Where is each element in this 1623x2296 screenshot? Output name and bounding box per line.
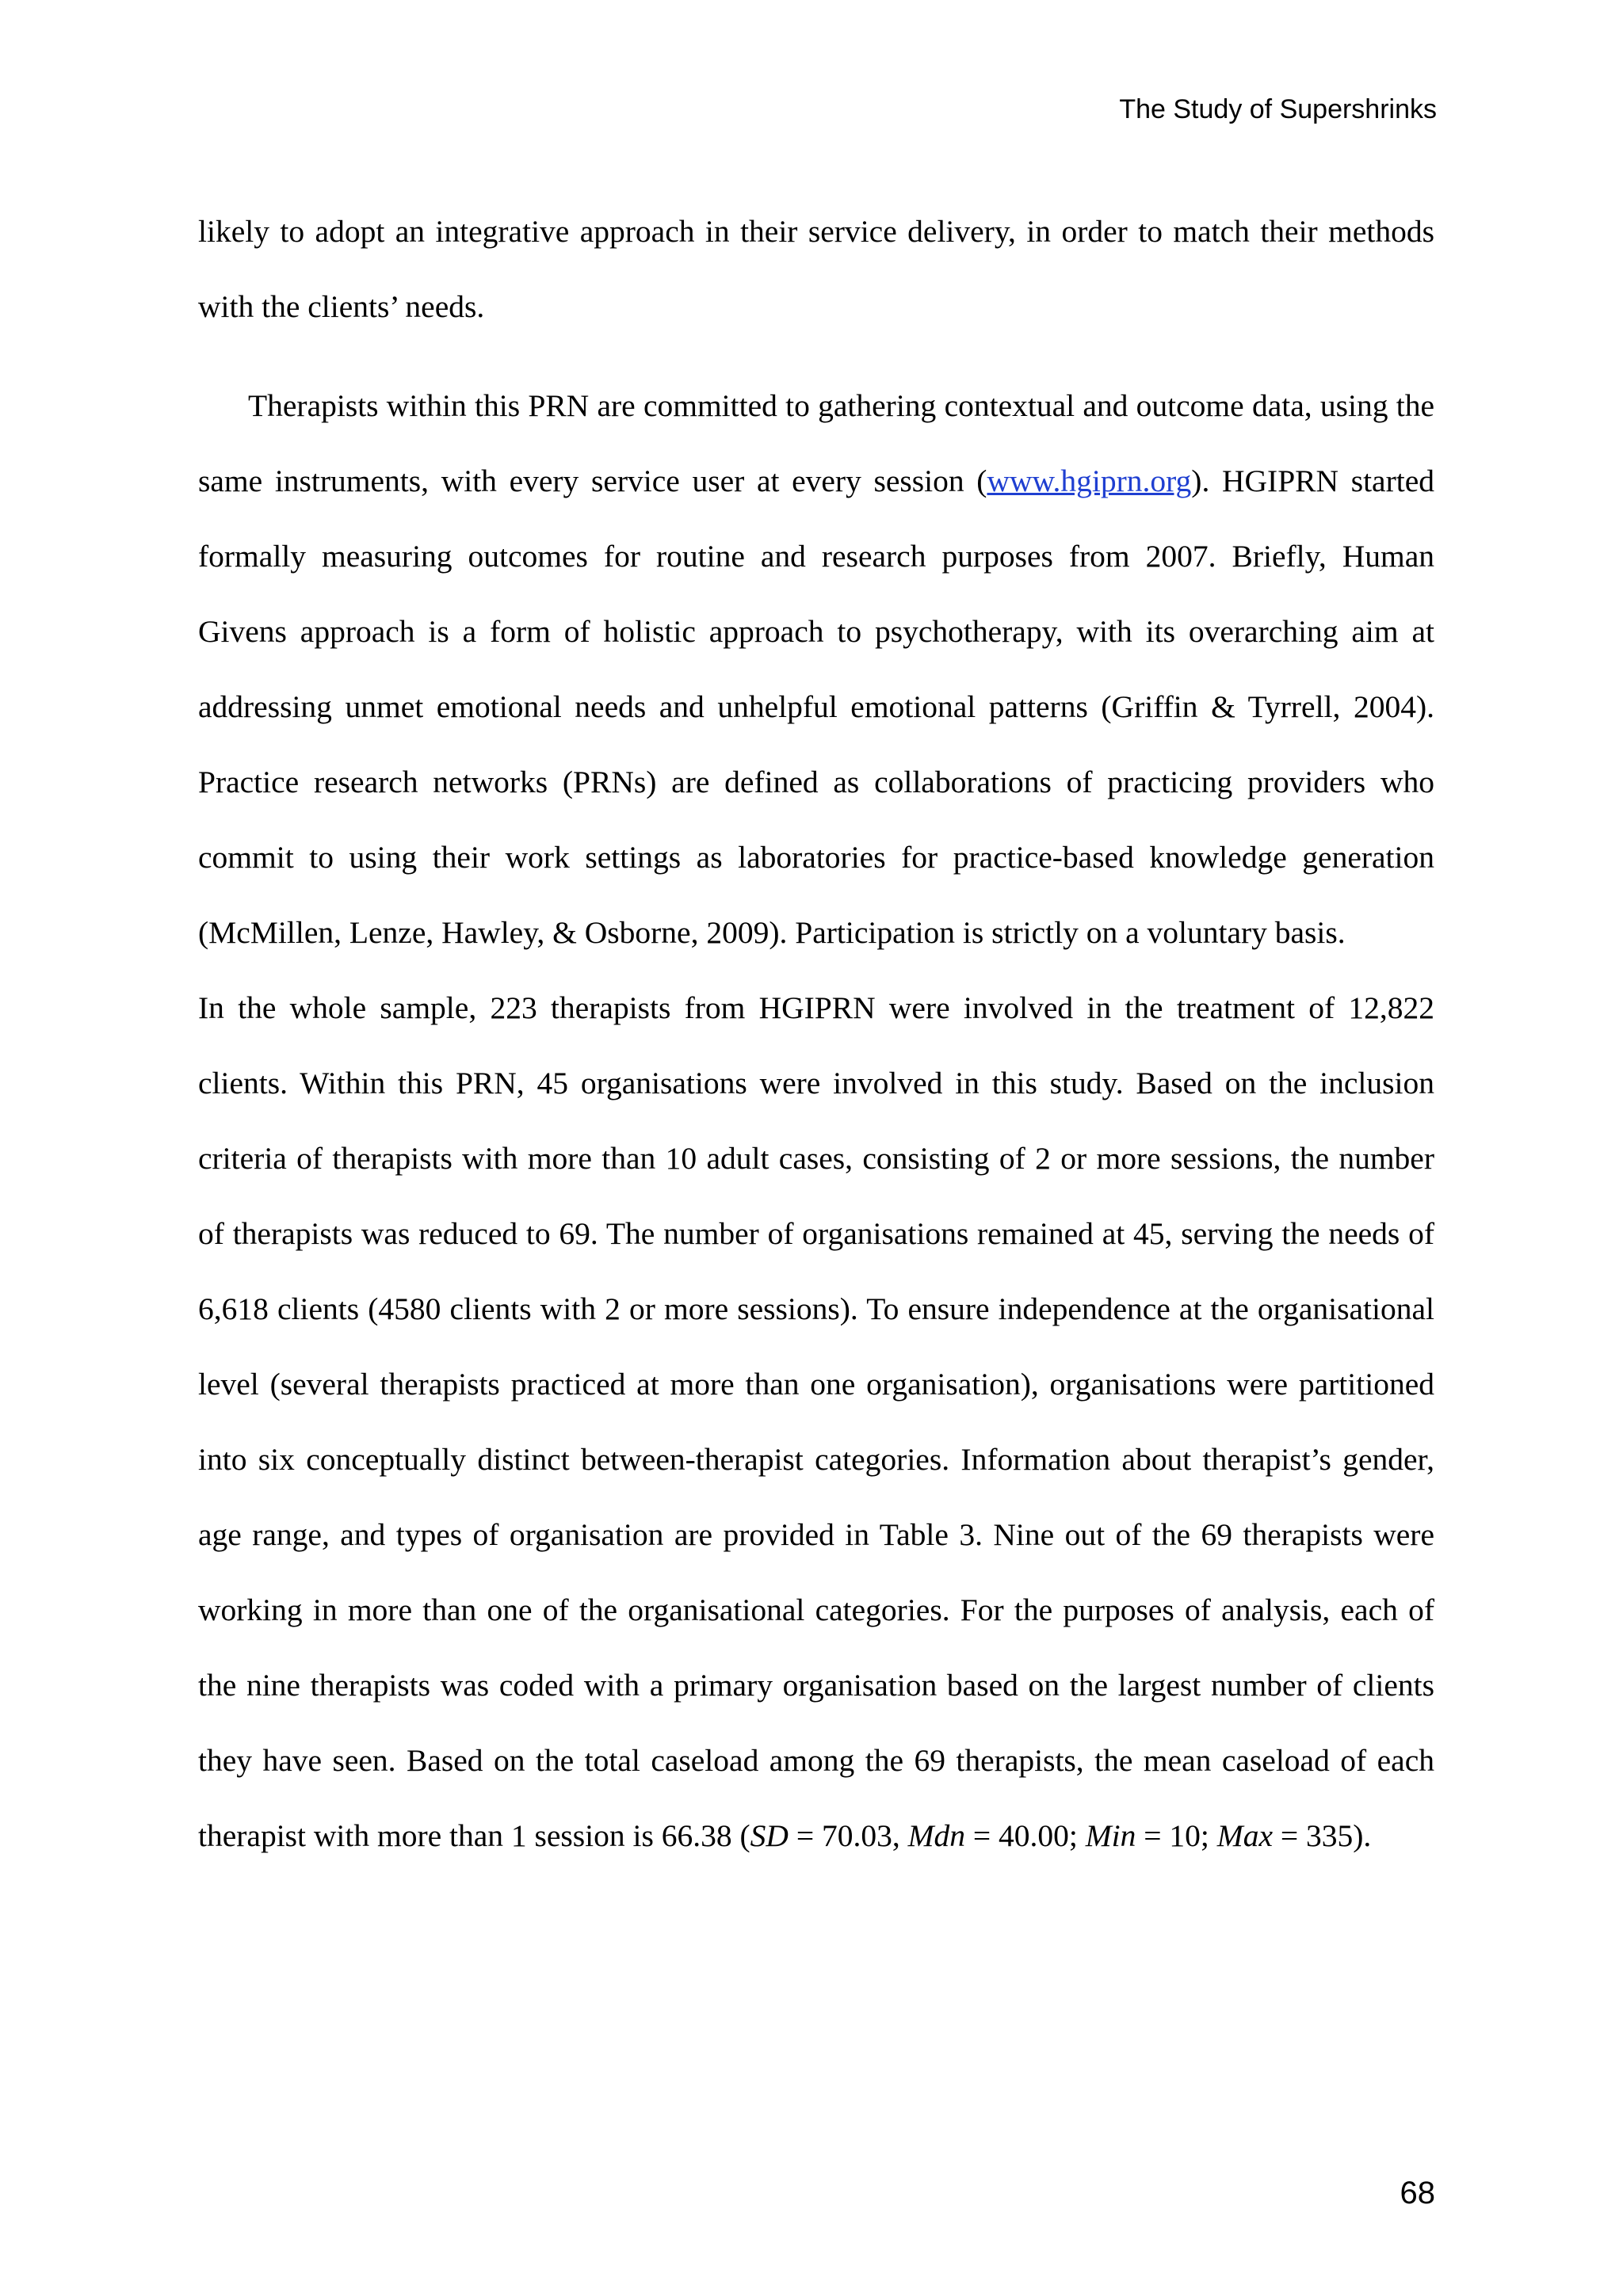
hgiprn-link[interactable]: www.hgiprn.org [987,463,1192,498]
paragraph-text: In the whole sample, 223 therapists from HGIPRN were involved in the treatment of 12,822 clients. Within this PRN, 45 organisations were involved in this study. Based on the inclusion criteria of therapists with more than 10 adult cases, consisting of 2 or more sessions, the number of therapists was reduced to 69. The number of organisations remained at 45, serving the needs of 6,618 clients (4580 clients with 2 or more sessions). To ensure independence at the organisational level (several therapists practiced at more than one organisation), organisations were partitioned into six conceptually distinct between-therapist categories. Information about therapist’s gender, age range, and types of organisation are provided in Table 3. Nine out of the 69 therapists were working in more than one of the organisational categories. For the purposes of analysis, each of the nine therapists was coded with a primary organisation based on the largest number of clients they have seen. Based on the total caseload among the 69 therapists, the mean caseload of each therapist with more than 1 session is 66.38 ( [198,990,1434,1853]
stat-label-min: Min [1085,1818,1136,1853]
stat-label-sd: SD [750,1818,789,1853]
running-header: The Study of Supershrinks [1119,94,1437,124]
page-number: 68 [1400,2176,1435,2210]
paragraph-hgiprn [198,368,1434,971]
paragraph-sample [198,971,1434,1874]
paragraph-text: ). HGIPRN started formally measuring outcomes for routine and research purposes from 2007. Briefly, Human Givens approach is a form of holistic approach to psychotherapy, with its overarching aim at addressing unmet emotional needs and unhelpful emotional patterns (Griffin & Tyrrell, 2004). Practice research networks (PRNs) are defined as collaborations of practicing providers who commit to using their work settings as laboratories for practice-based knowledge generation (McMillen, Lenze, Hawley, & Osborne, 2009). Participation is strictly on a voluntary basis. [198,463,1434,950]
stat-value-min: = 10; [1136,1818,1217,1853]
stat-value-max: = 335). [1272,1818,1372,1853]
stat-label-mdn: Mdn [907,1818,965,1853]
paragraph-text: Therapists within this PRN are committed to gathering contextual and outcome data, using the same instruments, with every service user at every session ( [198,388,1434,498]
stat-label-max: Max [1216,1818,1273,1853]
paragraph-continuation: likely to adopt an integrative approach in their service delivery, in order to match their methods with the clients’ needs. [198,214,1434,324]
stat-value-sd: = 70.03, [788,1818,908,1853]
stat-value-mdn: = 40.00; [965,1818,1086,1853]
body-text [198,194,1434,1874]
